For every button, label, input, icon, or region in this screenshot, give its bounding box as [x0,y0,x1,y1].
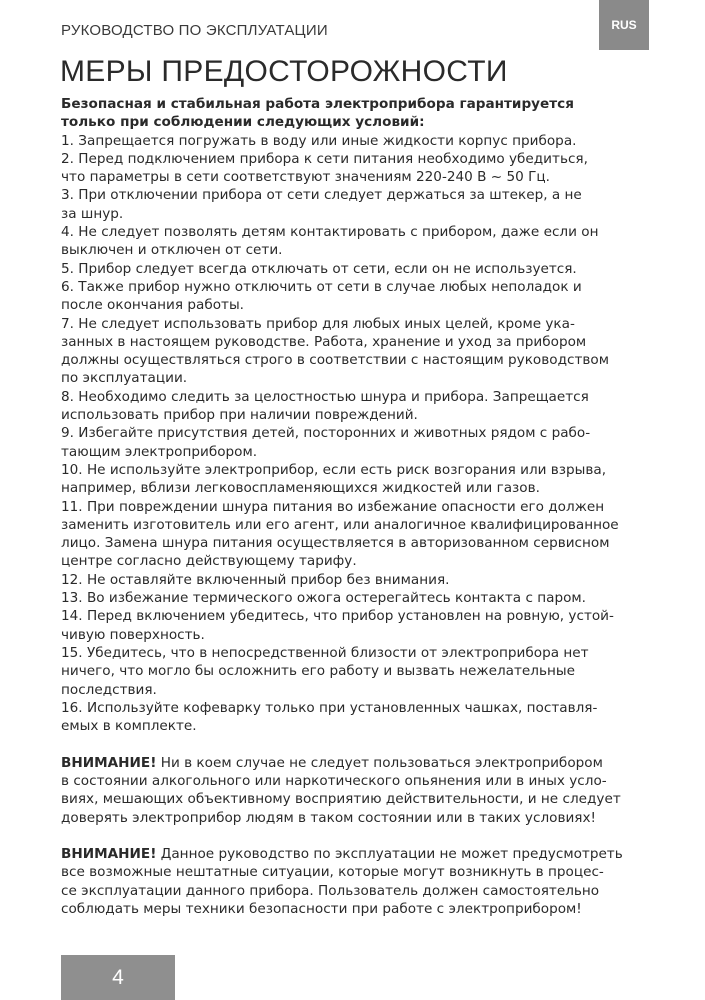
list-line: например, вблизи легковоспламеняющихся жидкостей или газов. [61,480,540,497]
warning-label: ВНИМАНИЕ! [61,754,157,771]
list-line: чивую поверхность. [61,626,205,643]
warning-line: все возможные нештатные ситуации, которые могут возникнуть в процес- [61,864,604,881]
list-line: лицо. Замена шнура питания осуществляется в авторизованном сервисном [61,535,610,552]
intro-line: только при соблюдении следующих условий: [61,114,425,131]
warning-line [61,845,651,863]
list-line: последствия. [61,681,157,698]
warning-label: ВНИМАНИЕ! [61,846,157,863]
list-line: 14. Перед включением убедитесь, что прибор установлен на ровную, устой- [61,608,614,625]
list-line: 5. Прибор следует всегда отключать от сети, если он не используется. [61,260,577,277]
list-line: заменить изготовитель или его агент, или аналогичное квалифицированное [61,516,619,533]
list-line: 10. Не используйте электроприбор, если есть риск возгорания или взрыва, [61,461,607,478]
list-line: 4. Не следует позволять детям контактировать с прибором, даже если он [61,224,599,241]
intro-line: Безопасная и стабильная работа электроприбора гарантируется [61,96,574,112]
list-line: 1. Запрещается погружать в воду или иные жидкости корпус прибора. [61,132,577,149]
language-tab: RUS [599,0,649,50]
page-title: МЕРЫ ПРЕДОСТОРОЖНОСТИ [60,55,508,88]
list-line: 16. Используйте кофеварку только при установленных чашках, поставля- [61,699,598,716]
warning-line: в состоянии алкогольного или наркотического опьянения или в иных усло- [61,772,607,789]
list-line: выключен и отключен от сети. [61,242,283,259]
list-line: 2. Перед подключением прибора к сети питания необходимо убедиться, [61,150,588,167]
running-header: РУКОВОДСТВО ПО ЭКСПЛУАТАЦИИ [61,22,328,39]
list-line: 7. Не следует использовать прибор для любых иных целей, кроме ука- [61,315,575,332]
list-line: за шнур. [61,205,124,222]
list-line: что параметры в сети соответствуют значениям 220-240 В ~ 50 Гц. [61,169,550,186]
warning-text: Данное руководство по эксплуатации не может предусмотреть [156,846,623,863]
warning-line: се эксплуатации данного прибора. Пользователь должен самостоятельно [61,882,600,899]
warning-line [61,754,651,772]
warning-line: доверять электроприбор людям в таком состоянии или в таких условиях! [61,809,596,826]
list-line: использовать прибор при наличии повреждений. [61,407,418,424]
intro-paragraph [61,95,651,132]
list-line: должны осуществляться строго в соответствии с настоящим руководством [61,352,609,369]
list-line: тающим электроприбором. [61,443,258,460]
list-line: 13. Во избежание термического ожога остерегайтесь контакта с паром. [61,590,586,607]
list-line: 9. Избегайте присутствия детей, посторонних и животных рядом с рабо- [61,425,591,442]
list-line: ничего, что могло бы осложнить его работу и вызвать нежелательные [61,663,575,680]
warning-paragraph-2 [61,845,651,918]
document-body [61,95,651,918]
list-line: 11. При повреждении шнура питания во избежание опасности его должен [61,498,605,515]
list-line: емых в комплекте. [61,718,197,735]
warning-text: Ни в коем случае не следует пользоваться электроприбором [156,754,603,771]
list-line: 8. Необходимо следить за целостностью шнура и прибора. Запрещается [61,388,589,405]
list-line: 3. При отключении прибора от сети следует держаться за штекер, а не [61,187,582,204]
list-line: после окончания работы. [61,297,244,314]
list-line: центре согласно действующему тарифу. [61,553,357,570]
list-line: по эксплуатации. [61,370,188,387]
list-line: 15. Убедитесь, что в непосредственной близости от электроприбора нет [61,644,589,661]
list-line: 12. Не оставляйте включенный прибор без внимания. [61,571,450,588]
warning-line: соблюдать меры техники безопасности при работе с электроприбором! [61,901,582,918]
page-number: 4 [61,955,175,1000]
warning-paragraph-1 [61,754,651,827]
warning-line: виях, мешающих объективному восприятию действительности, и не следует [61,791,621,808]
list-line: 6. Также прибор нужно отключить от сети в случае любых неполадок и [61,278,582,295]
precautions-list [61,132,651,736]
list-line: занных в настоящем руководстве. Работа, хранение и уход за прибором [61,333,587,350]
